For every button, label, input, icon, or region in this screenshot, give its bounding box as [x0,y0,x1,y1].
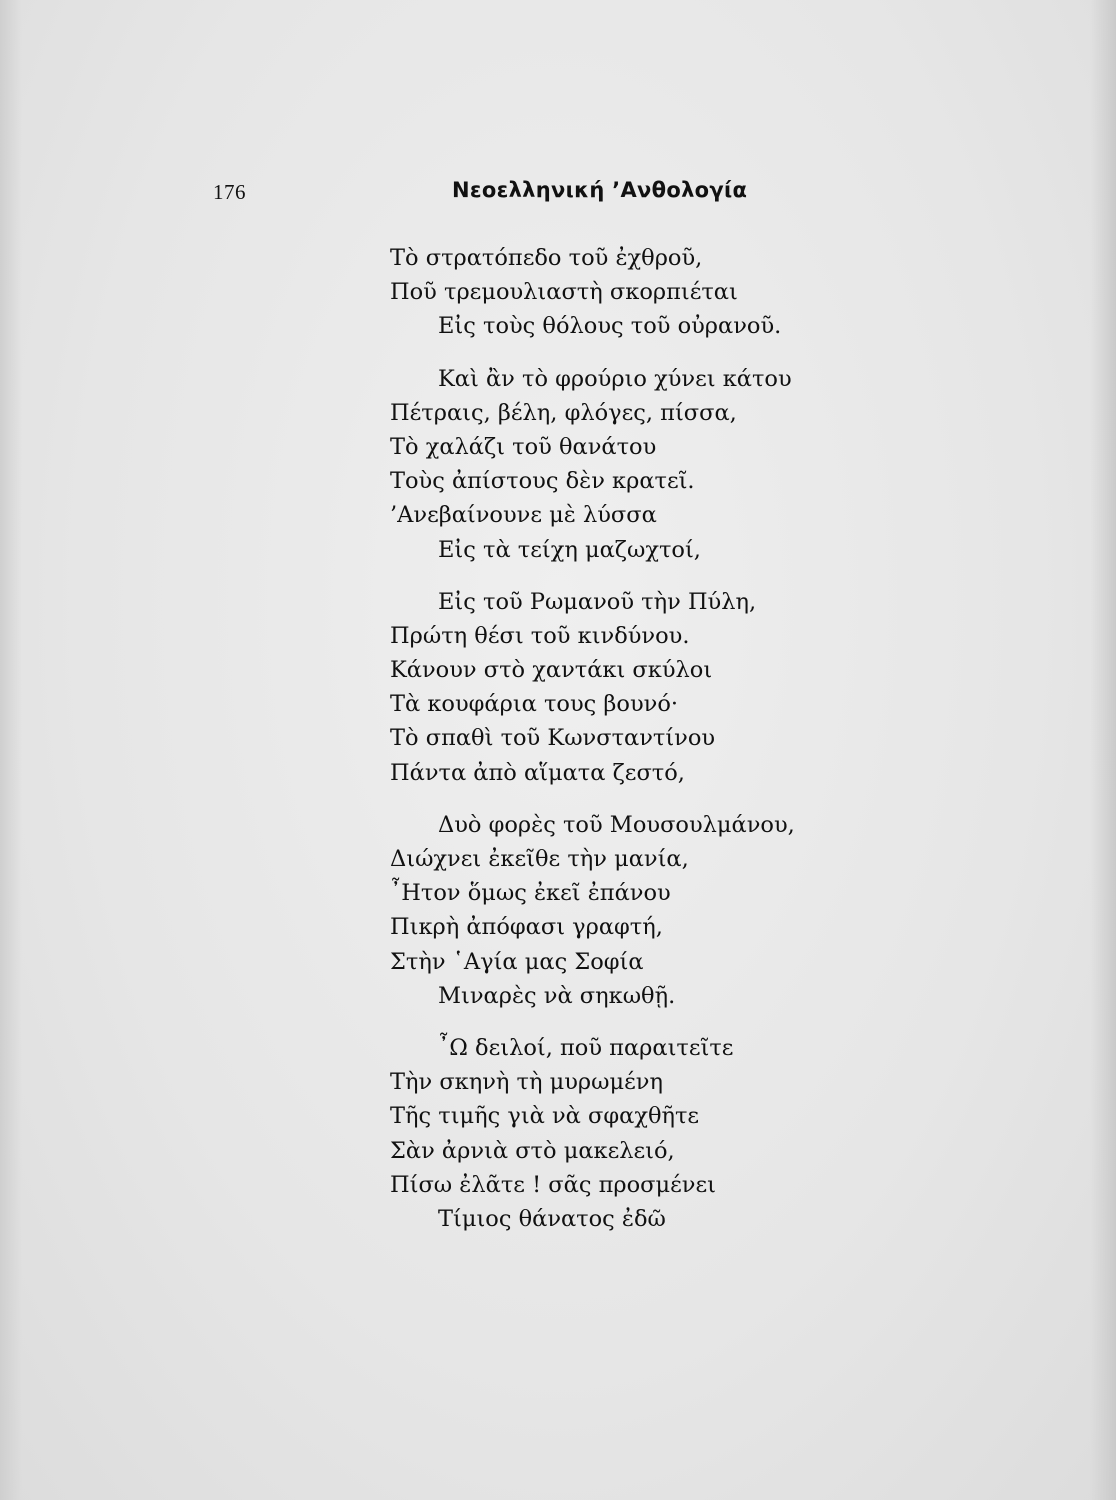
poem-line: Πέτραις, βέλη, φλόγες, πίσσα, [390,399,737,426]
poem-line: Εἰς τὰ τείχη μαζωχτοί, [438,536,701,563]
poem-line: Ποῦ τρεμουλιαστὴ σκορπιέται [390,279,738,306]
poem-line: Πίσω ἐλᾶτε ! σᾶς προσμένει [390,1171,716,1198]
poem-line: Καὶ ἂν τὸ φρούριο χύνει κάτου [438,365,792,392]
poem-line: Μιναρὲς νὰ σηκωθῇ. [438,982,676,1009]
poem-line: Εἰς τοῦ Ρωμανοῦ τὴν Πύλη, [438,588,757,615]
poem-line: Δυὸ φορὲς τοῦ Μουσουλμάνου, [438,811,795,838]
stanza-gap [390,790,870,808]
poem-line: Σὰν ἀρνιὰ στὸ μακελειό, [390,1137,675,1164]
poem-line: Τὸ σπαθὶ τοῦ Κωνσταντίνου [390,725,716,752]
poem-line: Τὸ στρατόπεδο τοῦ ἐχθροῦ, [390,245,703,271]
poem-line: Πικρὴ ἀπόφασι γραφτή, [390,914,663,941]
stanza-gap [390,344,870,362]
poem-line: ῏Ητον ὅμως ἐκεῖ ἐπάνου [390,880,671,907]
stanza [390,1031,870,1236]
poem-line: Διώχνει ἐκεῖθε τὴν μανία, [390,846,689,872]
stanza [390,808,870,1013]
poem-line: Τὸ χαλάζι τοῦ θανάτου [390,433,657,460]
poem-line: ’Ανεβαίνουνε μὲ λύσσα [390,502,657,529]
stanza [390,585,870,790]
poem-line: Πάντα ἀπὸ αἵματα ζεστό, [390,759,685,786]
page-left-edge [0,0,22,1500]
poem-line: Τὰ κουφάρια τους βουνό· [390,691,679,718]
poem-line: ῏Ω δειλοί, ποῦ παραιτεῖτε [438,1034,734,1061]
poem-line: Πρώτη θέσι τοῦ κινδύνου. [390,622,690,649]
running-head-title: Νεοελληνική ’Ανθολογία [452,178,748,202]
poem-line: Εἰς τοὺς θόλους τοῦ οὐρανοῦ. [438,313,782,340]
poem-text [390,241,870,1236]
stanza [390,241,870,344]
page-number: 176 [213,180,246,204]
poem-line: Κάνουν στὸ χαντάκι σκύλοι [390,657,713,684]
stanza-gap [390,567,870,585]
poem-line: Τίμιος θάνατος ἐδῶ [438,1205,666,1232]
page-right-edge [1090,0,1116,1500]
poem-line: Τὴν σκηνὴ τὴ μυρωμένη [390,1069,663,1096]
poem-line: Στὴν ῾Αγία μας Σοφία [390,948,644,975]
poem-line: Τῆς τιμῆς γιὰ νὰ σφαχθῆτε [390,1103,700,1130]
stanza [390,362,870,567]
poem-line: Τοὺς ἀπίστους δὲν κρατεῖ. [390,468,695,495]
stanza-gap [390,1013,870,1031]
